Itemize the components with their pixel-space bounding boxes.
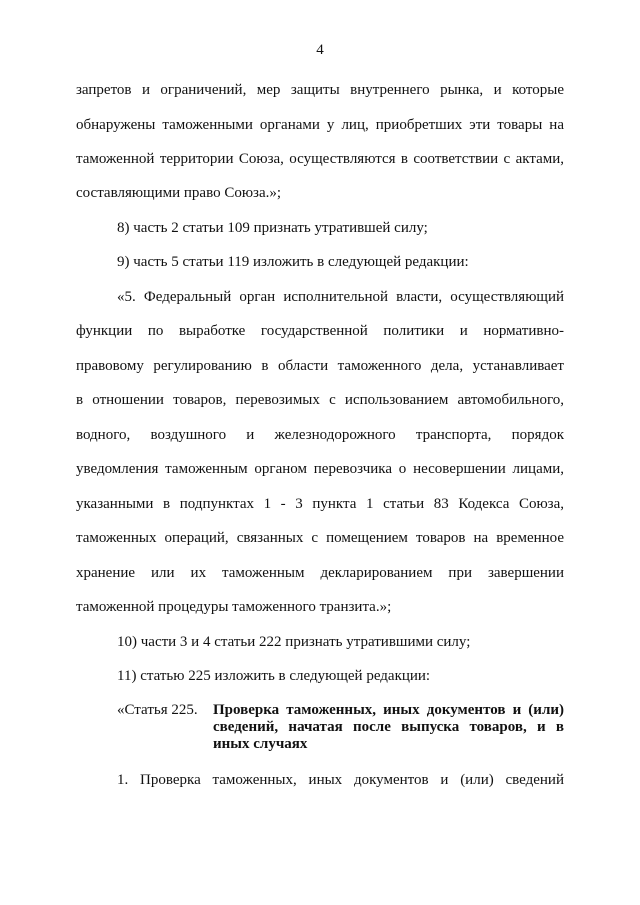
article-label: «Статья 225. <box>117 702 198 718</box>
text-line: правовому регулированию в области таможенного дела, устанавливает <box>76 358 564 374</box>
text-line: 8) часть 2 статьи 109 признать утратившей силу; <box>117 220 428 236</box>
text-line: таможенных операций, связанных с помещением товаров на временное <box>76 530 564 546</box>
text-line: уведомления таможенным органом перевозчика о несовершении лицами, <box>76 461 564 477</box>
page-number: 4 <box>316 42 324 58</box>
text-line: обнаружены таможенными органами у лиц, приобретших эти товары на <box>76 117 564 133</box>
text-line: «5. Федеральный орган исполнительной власти, осуществляющий <box>117 289 564 305</box>
text-line: в отношении товаров, перевозимых с использованием автомобильного, <box>76 392 564 408</box>
text-line: 1. Проверка таможенных, иных документов и (или) сведений <box>117 772 564 788</box>
text-line: водного, воздушного и железнодорожного транспорта, порядок <box>76 427 564 443</box>
text-line: таможенной процедуры таможенного транзита.»; <box>76 599 392 615</box>
text-line: составляющими право Союза.»; <box>76 185 282 201</box>
text-line: 9) часть 5 статьи 119 изложить в следующей редакции: <box>117 254 469 270</box>
article-title: Проверка таможенных, иных документов и (или) сведений, начатая после выпуска товаров, и в иных случаях <box>213 702 564 752</box>
text-line: хранение или их таможенным декларированием при завершении <box>76 565 564 581</box>
text-line: запретов и ограничений, мер защиты внутреннего рынка, и которые <box>76 82 564 98</box>
text-line: 11) статью 225 изложить в следующей редакции: <box>117 668 431 684</box>
text-line: таможенной территории Союза, осуществляются в соответствии с актами, <box>76 151 564 167</box>
text-line: указанными в подпунктах 1 - 3 пункта 1 статьи 83 Кодекса Союза, <box>76 496 564 512</box>
text-line: 10) части 3 и 4 статьи 222 признать утратившими силу; <box>117 634 471 650</box>
text-line: функции по выработке государственной политики и нормативно- <box>76 323 564 339</box>
